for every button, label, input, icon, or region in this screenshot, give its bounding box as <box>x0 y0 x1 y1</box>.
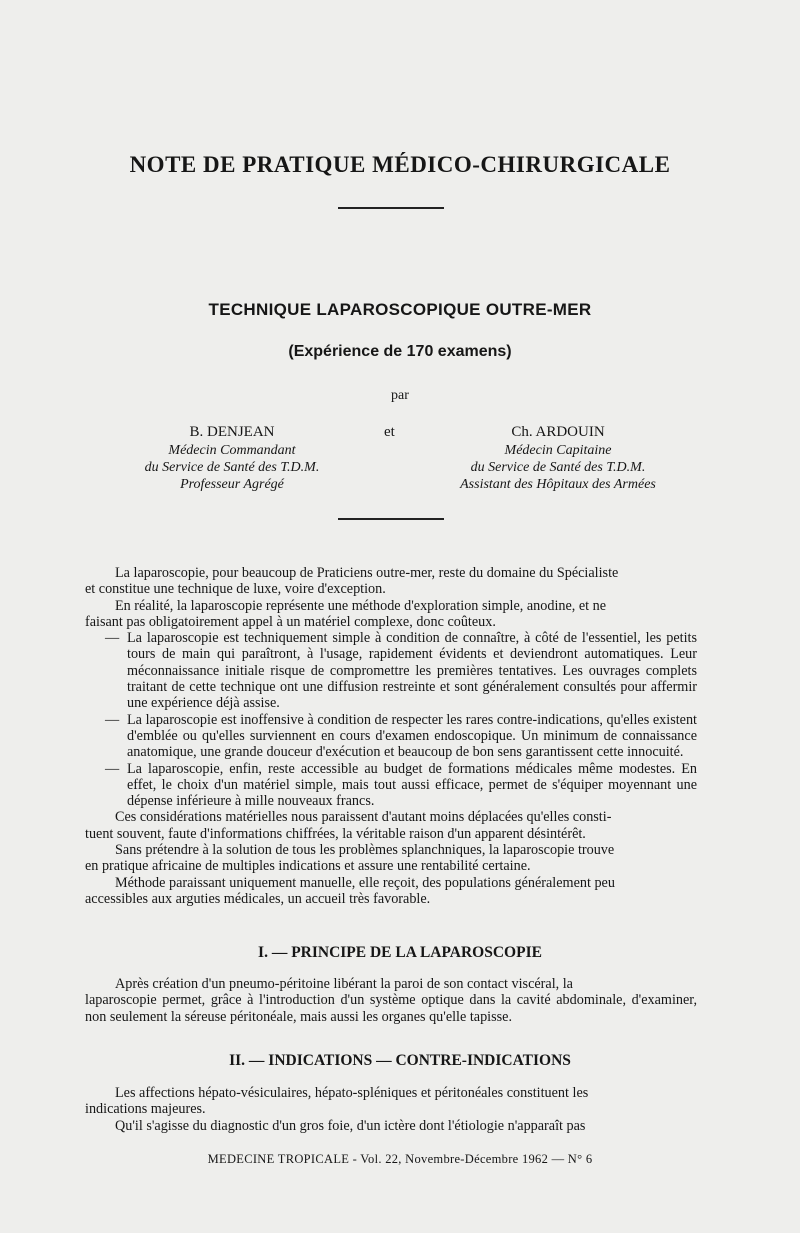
section-1-heading: I. — PRINCIPE DE LA LAPAROSCOPIE <box>258 944 542 961</box>
section-1-first: Après création d'un pneumo-péritoine libérant la paroi de son contact viscéral, la <box>115 976 573 992</box>
bullet-item <box>105 630 697 711</box>
intro-p3-first: Ces considérations matérielles nous paraissent d'autant moins déplacées qu'elles consti- <box>115 809 612 826</box>
bullet-text: La laparoscopie, enfin, reste accessible au budget de formations médicales même modestes. En effet, le choix d'un matériel simple, mais tout aussi efficace, permet de s'équiper moyennant une dépense inférieure à mille nouveaux francs. <box>127 760 697 810</box>
section-2-p1-rest: indications majeures. <box>85 1101 206 1118</box>
bullet-dash: — <box>105 760 120 777</box>
intro-p5-first: Méthode paraissant uniquement manuelle, elle reçoit, des populations généralement peu <box>115 874 615 891</box>
journal-section-title: NOTE DE PRATIQUE MÉDICO-CHIRURGICALE <box>129 152 671 177</box>
author-1 <box>112 424 352 493</box>
bullet-item <box>105 712 697 761</box>
divider-top <box>338 207 444 209</box>
intro-body <box>85 565 697 907</box>
by-line: par <box>391 388 409 403</box>
author-1-title: Professeur Agrégé <box>180 477 284 492</box>
section-1-rest: laparoscopie permet, grâce à l'introduction d'un système optique dans la cavité abdominale, d'examiner, non seulement la séreuse péritonéale, mais aussi les organes qu'elle tapisse. <box>85 992 697 1025</box>
section-2-p2-first: Qu'il s'agisse du diagnostic d'un gros foie, d'un ictère dont l'étiologie n'apparaît pas <box>115 1117 586 1134</box>
author-2 <box>428 424 688 493</box>
section-2-p1-first: Les affections hépato-vésiculaires, hépato-spléniques et péritonéales constituent les <box>115 1085 589 1101</box>
intro-p3-rest: tuent souvent, faute d'informations chiffrées, la véritable raison d'un apparent désintérêt. <box>85 825 586 842</box>
bullet-dash: — <box>105 711 120 728</box>
bullet-item <box>105 761 697 810</box>
bullet-text: La laparoscopie est inoffensive à condition de respecter les rares contre-indications, qu'elles existent d'emblée ou qu'elles surviennent en cours d'examen endoscopique. Un minimum de connaissance anatomique, une grande douceur d'exécution et beaucoup de bon sens garantissent cette innocuité. <box>127 711 697 761</box>
section-1-body <box>85 976 697 1025</box>
intro-p1-rest: et constitue une technique de luxe, voire d'exception. <box>85 581 386 598</box>
author-2-name: Ch. ARDOUIN <box>511 424 605 440</box>
section-2-body <box>85 1085 697 1134</box>
section-2-heading: II. — INDICATIONS — CONTRE-INDICATIONS <box>229 1052 571 1069</box>
intro-p4-rest: en pratique africaine de multiples indications et assure une rentabilité certaine. <box>85 858 531 875</box>
bullet-text: La laparoscopie est techniquement simple à condition de connaître, à côté de l'essentiel, les petits tours de main qui paraîtront, à l'usage, rapidement évidents et deviendront automatiques. Leur méconnaissance initiale risque de compromettre les premières tentatives. Les ouvrages complets traitant de cette technique ont une diffusion restreinte et sont généralement consultés pour affermir une expérience déjà assise. <box>127 630 697 712</box>
author-1-service: du Service de Santé des T.D.M. <box>144 460 320 475</box>
author-1-role: Médecin Commandant <box>168 443 296 458</box>
author-2-service: du Service de Santé des T.D.M. <box>470 460 646 475</box>
page-footer: MEDECINE TROPICALE - Vol. 22, Novembre-Décembre 1962 — N° 6 <box>207 1152 593 1166</box>
intro-p5-rest: accessibles aux arguties médicales, un accueil très favorable. <box>85 890 431 907</box>
intro-p1-first: La laparoscopie, pour beaucoup de Praticiens outre-mer, reste du domaine du Spécialiste <box>115 565 619 581</box>
intro-p2-rest: faisant pas obligatoirement appel à un matériel complexe, donc coûteux. <box>85 613 496 630</box>
author-2-title: Assistant des Hôpitaux des Armées <box>460 477 656 492</box>
author-1-name: B. DENJEAN <box>189 424 275 440</box>
bullet-dash: — <box>105 630 120 647</box>
divider-authors <box>338 518 444 520</box>
intro-p4-first: Sans prétendre à la solution de tous les problèmes splanchniques, la laparoscopie trouve <box>115 842 615 859</box>
article-title: TECHNIQUE LAPAROSCOPIQUE OUTRE-MER <box>208 300 592 319</box>
intro-p2-first: En réalité, la laparoscopie représente une méthode d'exploration simple, anodine, et ne <box>115 597 607 614</box>
author-2-role: Médecin Capitaine <box>504 443 612 458</box>
author-conjunction: et <box>384 424 395 440</box>
article-subtitle: (Expérience de 170 examens) <box>288 343 512 360</box>
